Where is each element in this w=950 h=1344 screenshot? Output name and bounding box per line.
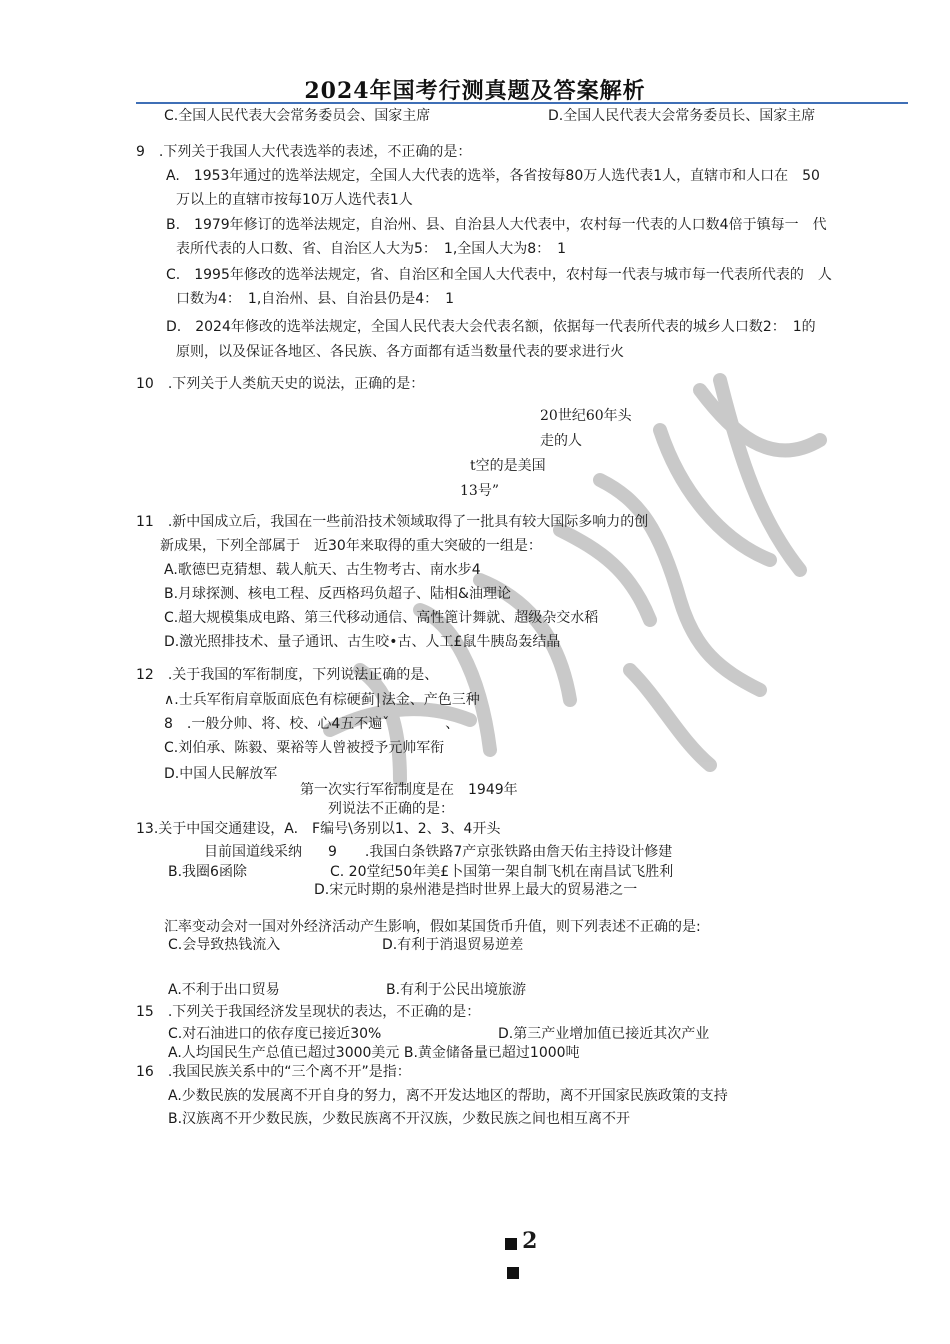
footer-square-icon	[507, 1262, 519, 1281]
q13-line-9: 9 .我国白条铁路7产京张铁路由詹天佑主持设计修建	[328, 844, 673, 860]
question-11-cont: 新成果，下列全部属于 近30年来取得的重大突破的一组是：	[160, 538, 542, 554]
page-title: 2024年国考行测真题及答案解析	[304, 78, 646, 104]
square-bullet-icon	[507, 1267, 519, 1279]
q15-option-c: C.对石油进口的依存度已接近30%	[168, 1026, 382, 1042]
q15-option-a-b: A.人均国民生产总值已超过3000美元 B.黄金储备量已超过1000吨	[168, 1045, 580, 1061]
q13-option-a-cont: 目前国道线采纳	[204, 844, 302, 860]
q13-option-c: C. 20堂纪50年美£卜国第一架自制飞机在南昌试飞胜利	[330, 864, 674, 880]
page-number-text: 2	[522, 1228, 538, 1254]
q12-option-c: C.刘伯承、陈毅、粟裕等人曾被授予元帅军衔	[164, 740, 445, 756]
q14-option-c: C.会导致热钱流入	[168, 937, 281, 953]
q16-option-b: B.汉族离不开少数民族，少数民族离不开汉族，少数民族之间也相互离不开	[168, 1111, 631, 1127]
question-13: 13.关于中国交通建设，A. F编号\务别以1、2、3、4开头	[136, 821, 501, 837]
option-c-line: C.全国人民代表大会常务委员会、国家主席	[164, 108, 431, 124]
q14-option-a: A.不利于出口贸易	[168, 982, 280, 998]
q11-option-c: C.超大规模集成电路、第三代移动通信、高性篦计舞就、超级杂交水稻	[164, 610, 599, 626]
question-11: 11 .新中国成立后，我国在一些前沿技术领域取得了一批具有较大国际多响力的创	[136, 514, 649, 530]
question-10: 10 .下列关于人类航天史的说法，正确的是：	[136, 376, 425, 392]
q9-option-a: A. 1953年通过的选举法规定，全国人大代表的选举，各省按每80万人选代表1人，直辖市和人口在 50	[166, 168, 820, 184]
q12-option-a: ∧.士兵军衔肩章版面底色有棕硬蓟∣法金、产色三种	[164, 692, 480, 708]
q9-option-b-cont: 表所代表的人口数、省、自治区人大为5： 1,全国人大为8： 1	[176, 241, 567, 257]
square-bullet-icon	[505, 1238, 517, 1250]
q11-option-a: A.歌德巴克猜想、载人航天、古生物考古、南水步4	[164, 562, 481, 578]
q9-option-c-cont: 口数为4： 1,自治州、县、自治县仍是4： 1	[176, 291, 455, 307]
q12-option-d: D.中国人民解放军	[164, 766, 278, 782]
q10-fragment-3: t空的是美国	[470, 458, 546, 474]
q13-stem-fragment: 列说法不正确的是：	[328, 801, 454, 817]
q10-fragment-2: 走的人	[540, 433, 582, 449]
q13-option-b: B.我圈6函除	[168, 864, 247, 880]
q9-option-b: B. 1979年修订的选举法规定，自治州、县、自治县人大代表中，农村每一代表的人口数4倍于镇每一 代	[166, 217, 827, 233]
q9-option-c: C. 1995年修改的选举法规定，省、自治区和全国人大代表中，农村每一代表与城市每一代表所代表的 人	[166, 267, 832, 283]
q10-fragment-1: 20世纪60年头	[540, 408, 632, 424]
q15-option-d: D.第三产业增加值已接近其次产业	[498, 1026, 710, 1042]
question-16: 16 .我国民族关系中的“三个离不开”是指：	[136, 1064, 411, 1080]
question-14: 汇率变动会对一国对外经济活动产生影响，假如某国货币升值，则下列表述不正确的是:	[164, 919, 701, 935]
question-9: 9 .下列关于我国人大代表选举的表述，不正确的是：	[136, 144, 472, 160]
q9-option-d-cont: 原则，以及保证各地区、各民族、各方面都有适当数量代表的要求进行火	[176, 344, 624, 360]
q13-option-d: D.宋元时期的泉州港是挡时世界上最大的贸易港之一	[314, 882, 638, 898]
q11-option-b: B.月球探测、核电工程、反西格玛负超子、陆相&油理论	[164, 586, 511, 602]
q9-option-d: D. 2024年修改的选举法规定，全国人民代表大会代表名额，依据每一代表所代表的城乡人口数2： 1的	[166, 319, 816, 335]
q12-option-b: 8 .一般分帅、将、校、心4五不遍ˇ 、	[164, 716, 460, 732]
option-d-line: D.全国人民代表大会常务委员长、国家主席	[548, 108, 816, 124]
q11-option-d: D.激光照排技术、量子通讯、古生咬•古、人工£鼠牛胰岛轰结晶	[164, 634, 561, 650]
question-15: 15 .下列关于我国经济发呈现状的表达，不正确的是：	[136, 1004, 481, 1020]
q14-option-d: D.有利于消退贸易逆差	[382, 937, 524, 953]
page-number	[505, 1228, 537, 1254]
q14-option-b: B.有利于公民出境旅游	[386, 982, 527, 998]
q16-option-a: A.少数民族的发展离不开自身的努力，离不开发达地区的帮助，离不开国家民族政策的支持	[168, 1088, 728, 1104]
q9-option-a-cont: 万以上的直辖市按每10万人选代表1人	[176, 192, 413, 208]
q12-option-d-cont: 第一次实行军衔制度是在 1949年	[300, 782, 518, 798]
header-rule	[136, 102, 908, 104]
q10-fragment-4: 13号”	[460, 483, 499, 499]
question-12: 12 .关于我国的军衔制度，下列说法正确的是、	[136, 667, 439, 683]
